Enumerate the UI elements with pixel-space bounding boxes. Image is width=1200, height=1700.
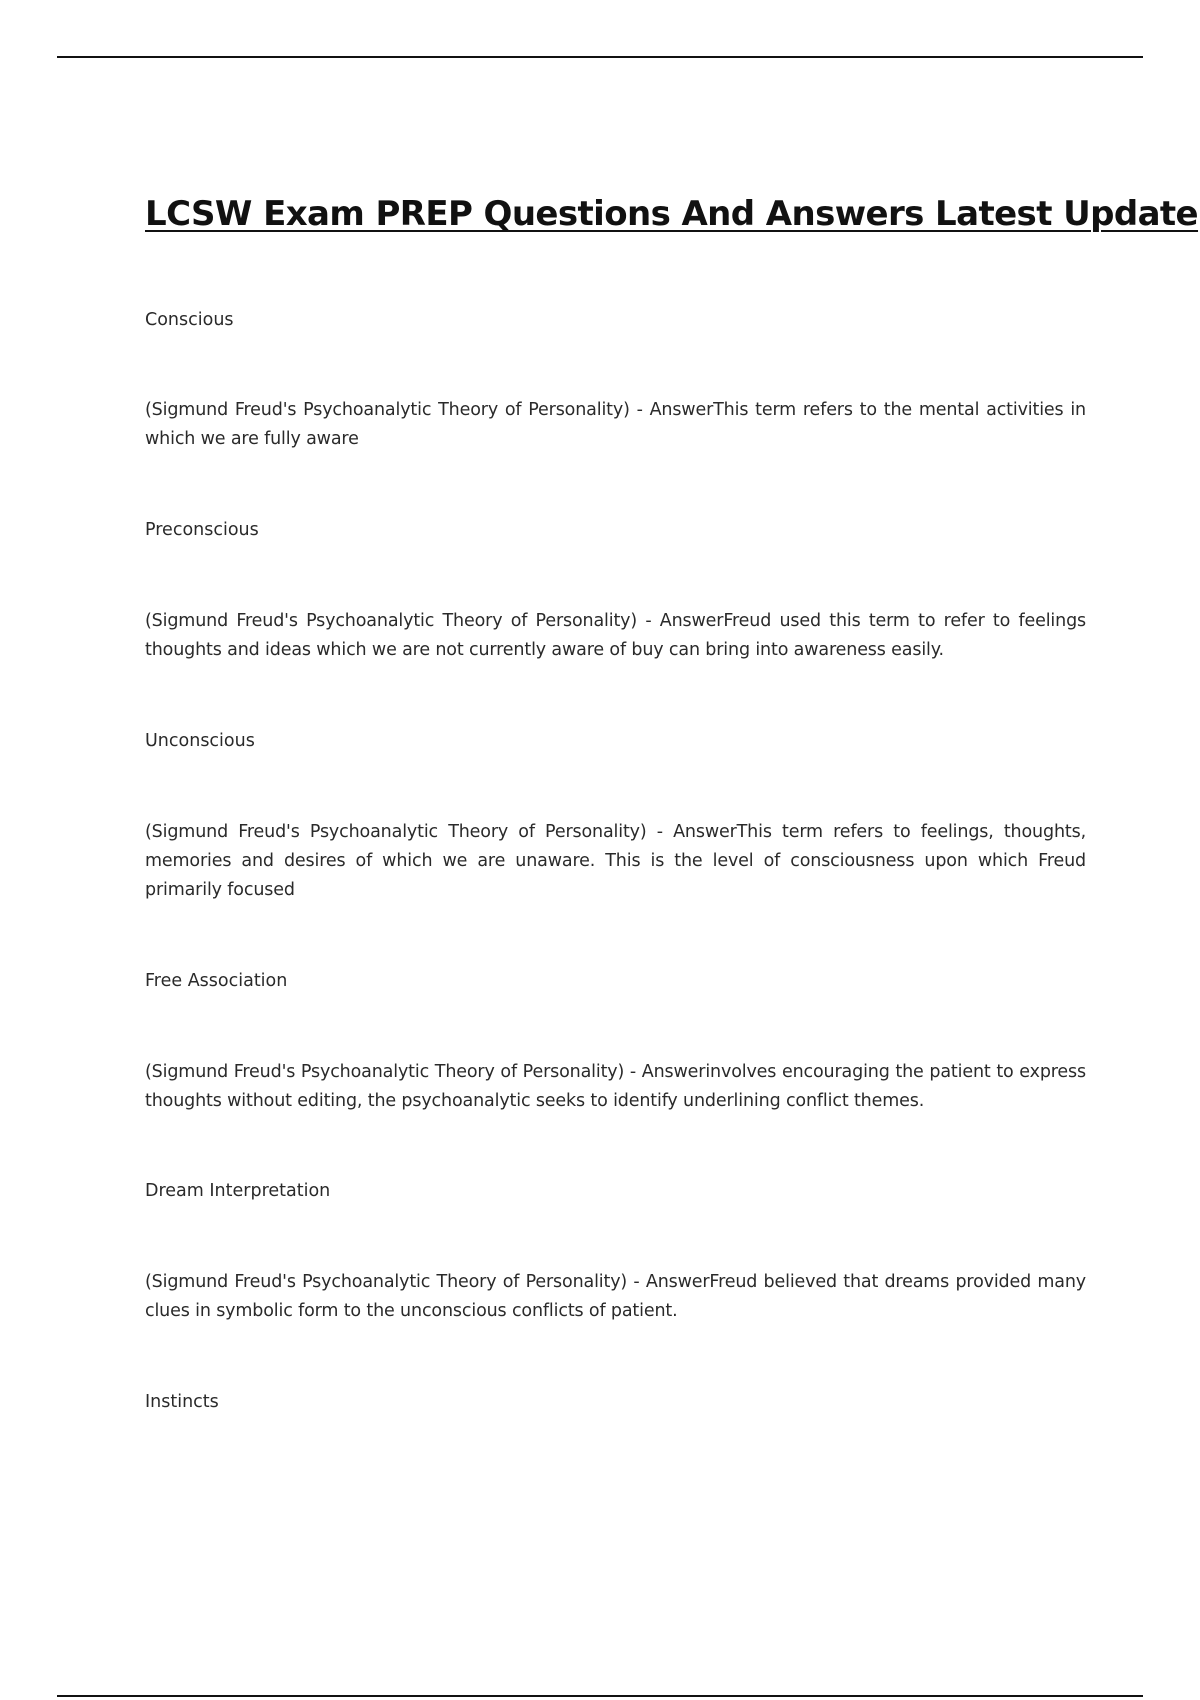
term-answer: (Sigmund Freud's Psychoanalytic Theory of Personality) - Answerinvolves encouraging the patient to express thoughts without editing, the psychoanalytic seeks to identify underlining conflict themes. [145, 1062, 1086, 1111]
term-heading: Preconscious [145, 520, 259, 540]
term-answer: (Sigmund Freud's Psychoanalytic Theory of Personality) - AnswerFreud believed that dreams provided many clues in symbolic form to the unconscious conflicts of patient. [145, 1272, 1086, 1321]
term-heading: Free Association [145, 971, 288, 991]
term-answer: (Sigmund Freud's Psychoanalytic Theory of Personality) - AnswerThis term refers to feelings, thoughts, memories and desires of which we are unaware. This is the level of consciousness upon which Freud primarily focused [145, 822, 1086, 900]
term-heading: Conscious [145, 310, 234, 330]
document-title: LCSW Exam PREP Questions And Answers Latest Update [145, 194, 1199, 234]
term-answer: (Sigmund Freud's Psychoanalytic Theory of Personality) - AnswerThis term refers to the mental activities in which we are fully aware [145, 400, 1086, 449]
header-rule [57, 56, 1143, 58]
term-heading: Unconscious [145, 731, 255, 751]
term-heading: Instincts [145, 1392, 219, 1412]
term-answer: (Sigmund Freud's Psychoanalytic Theory of Personality) - AnswerFreud used this term to refer to feelings thoughts and ideas which we are not currently aware of buy can bring into awareness easily. [145, 611, 1086, 660]
term-heading: Dream Interpretation [145, 1181, 331, 1201]
footer-rule [57, 1695, 1143, 1697]
